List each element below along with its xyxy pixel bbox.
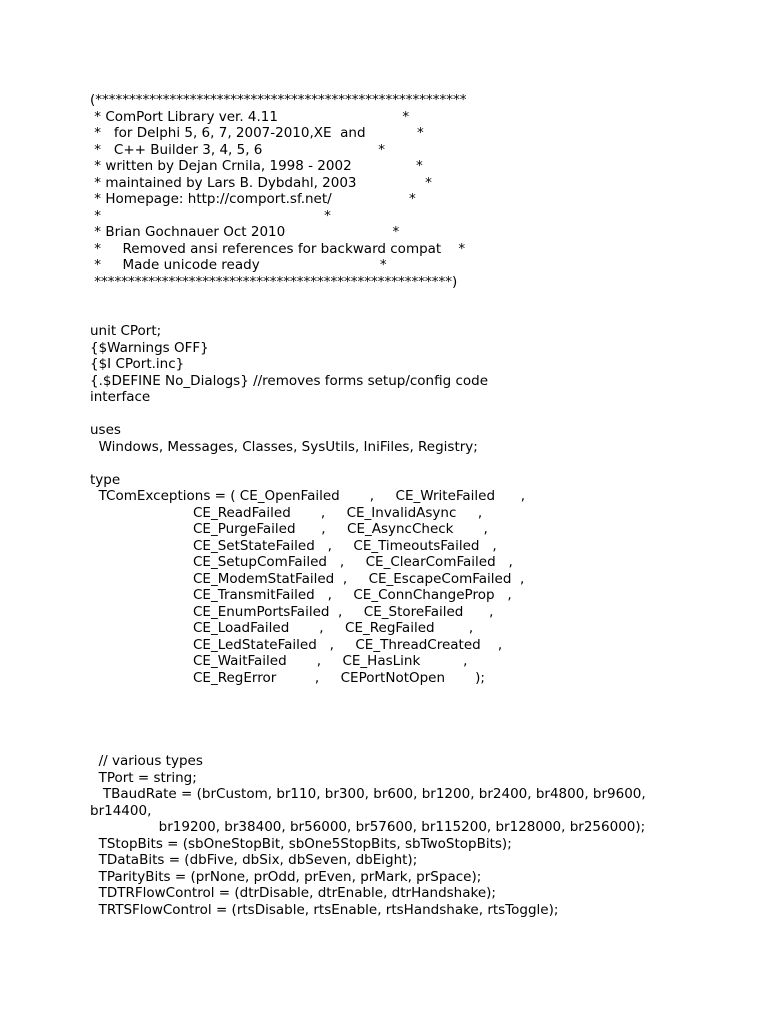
code-line: TDataBits = (dbFive, dbSix, dbSeven, dbEight); xyxy=(90,852,418,868)
code-line: * * xyxy=(90,208,331,224)
code-line: * Made unicode ready * xyxy=(90,257,387,273)
code-line: {$I CPort.inc} xyxy=(90,356,185,372)
code-line: TPort = string; xyxy=(90,770,197,786)
code-line: * for Delphi 5, 6, 7, 2007-2010,XE and * xyxy=(90,125,424,141)
code-line: * Removed ansi references for backward compat * xyxy=(90,241,466,257)
code-line: TParityBits = (prNone, prOdd, prEven, prMark, prSpace); xyxy=(90,869,482,885)
code-line: CE_ReadFailed , CE_InvalidAsync , xyxy=(90,505,483,521)
code-line: CE_LedStateFailed , CE_ThreadCreated , xyxy=(90,637,503,653)
code-line: * written by Dejan Crnila, 1998 - 2002 * xyxy=(90,158,423,174)
code-line: br19200, br38400, br56000, br57600, br115200, br128000, br256000); xyxy=(90,819,646,835)
code-line: CE_WaitFailed , CE_HasLink , xyxy=(90,653,468,669)
code-line: * maintained by Lars B. Dybdahl, 2003 * xyxy=(90,175,432,191)
code-line: CE_LoadFailed , CE_RegFailed , xyxy=(90,620,474,636)
code-line: CE_RegError , CEPortNotOpen ); xyxy=(90,670,485,686)
code-line: * Homepage: http://comport.sf.net/ * xyxy=(90,191,416,207)
code-line: CE_ModemStatFailed , CE_EscapeComFailed , xyxy=(90,571,525,587)
code-line: TStopBits = (sbOneStopBit, sbOne5StopBits, sbTwoStopBits); xyxy=(90,836,512,852)
code-line: interface xyxy=(90,389,151,405)
code-line: * Brian Gochnauer Oct 2010 * xyxy=(90,224,400,240)
code-line: TRTSFlowControl = (rtsDisable, rtsEnable, rtsHandshake, rtsToggle); xyxy=(90,902,559,918)
code-line: TComExceptions = ( CE_OpenFailed , CE_WriteFailed , xyxy=(90,488,526,504)
code-line: Windows, Messages, Classes, SysUtils, IniFiles, Registry; xyxy=(90,439,478,455)
code-line: {.$DEFINE No_Dialogs} //removes forms setup/config code xyxy=(90,373,489,389)
code-line: TBaudRate = (brCustom, br110, br300, br600, br1200, br2400, br4800, br9600, xyxy=(90,786,646,802)
code-line: * C++ Builder 3, 4, 5, 6 * xyxy=(90,142,386,158)
code-line: *****************************************************) xyxy=(90,274,458,290)
code-line: type xyxy=(90,472,121,488)
code-line: // various types xyxy=(90,753,203,769)
code-line: uses xyxy=(90,422,121,438)
code-line: (******************************************************* xyxy=(90,92,467,108)
code-line: {$Warnings OFF} xyxy=(90,340,209,356)
code-line: CE_EnumPortsFailed , CE_StoreFailed , xyxy=(90,604,494,620)
code-line: CE_SetStateFailed , CE_TimeoutsFailed , xyxy=(90,538,497,554)
code-line: CE_PurgeFailed , CE_AsyncCheck , xyxy=(90,521,488,537)
code-line: * ComPort Library ver. 4.11 * xyxy=(90,109,410,125)
code-line: br14400, xyxy=(90,803,152,819)
code-line: CE_TransmitFailed , CE_ConnChangeProp , xyxy=(90,587,512,603)
code-line: unit CPort; xyxy=(90,323,162,339)
code-line: CE_SetupComFailed , CE_ClearComFailed , xyxy=(90,554,513,570)
code-line: TDTRFlowControl = (dtrDisable, dtrEnable, dtrHandshake); xyxy=(90,885,496,901)
